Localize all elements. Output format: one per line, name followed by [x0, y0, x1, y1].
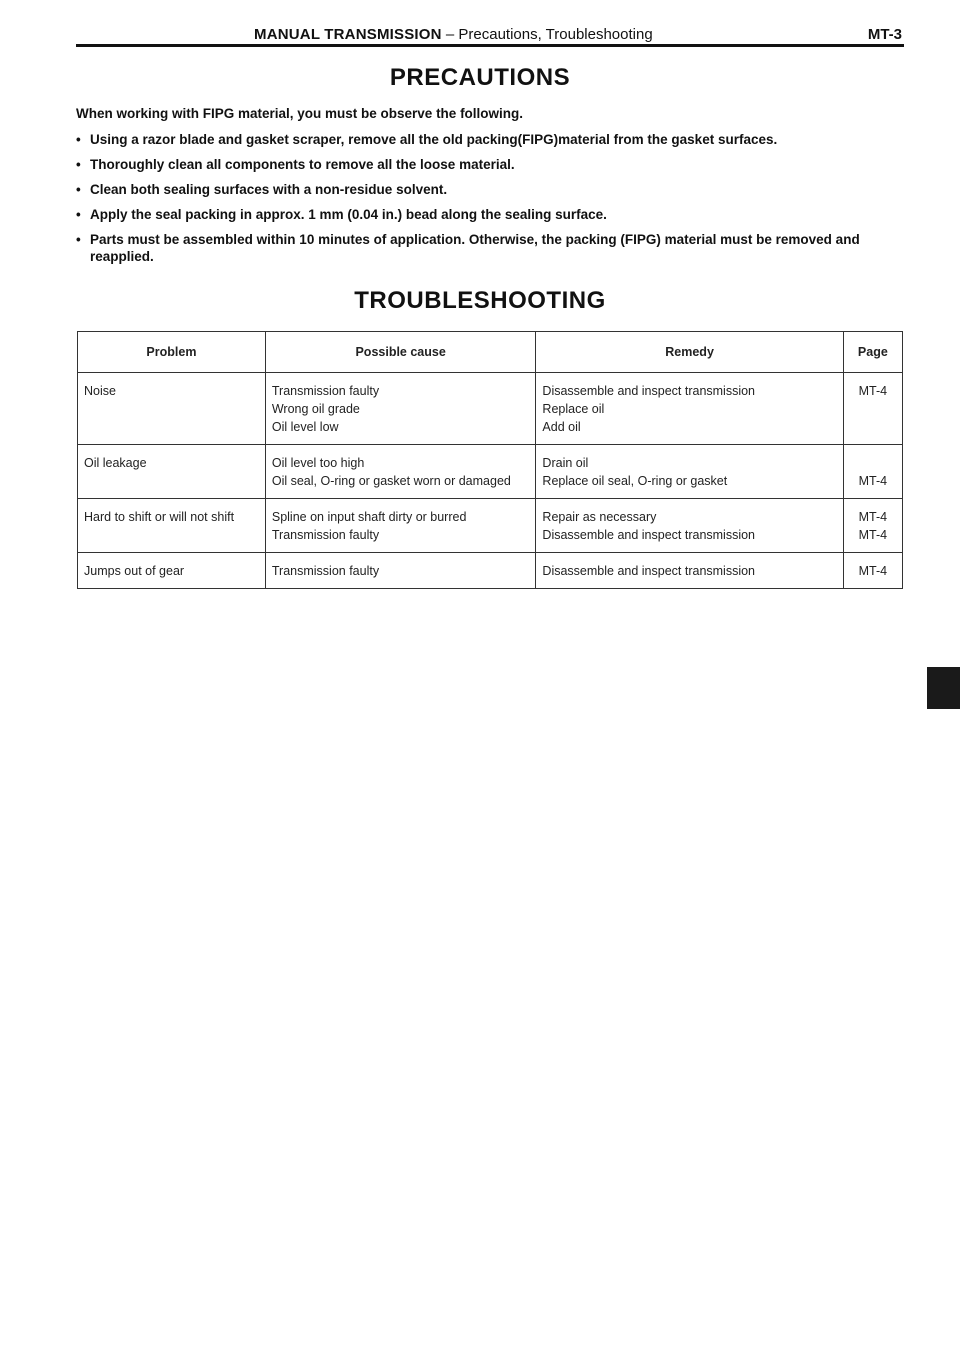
header-dash: –	[441, 26, 459, 43]
page-cell	[843, 553, 902, 589]
precautions-list	[76, 131, 916, 273]
problem-cell	[78, 553, 266, 589]
precaution-item	[76, 181, 916, 198]
bullet-icon: •	[76, 157, 81, 172]
cause-text: Spline on input shaft dirty or burred	[271, 510, 467, 524]
precaution-item	[76, 156, 916, 173]
table-header-row	[78, 332, 903, 373]
remedy-cell	[536, 373, 843, 445]
cause-cell	[265, 445, 536, 499]
column-header-problem: Problem	[78, 332, 266, 373]
remedy-text: Add oil	[542, 420, 581, 434]
remedy-text: Drain oil	[542, 456, 589, 470]
section-tab-marker	[927, 667, 960, 709]
page-ref: MT-4	[858, 510, 888, 524]
table-row	[78, 499, 903, 553]
cause-text: Transmission faulty	[271, 564, 380, 578]
cause-text: Oil level low	[271, 420, 339, 434]
precaution-item	[76, 231, 916, 265]
precaution-text: Clean both sealing surfaces with a non-residue solvent.	[90, 182, 448, 197]
table-row	[78, 373, 903, 445]
bullet-icon: •	[76, 132, 81, 147]
remedy-text: Disassemble and inspect transmission	[542, 528, 756, 542]
remedy-text: Replace oil seal, O-ring or gasket	[542, 474, 728, 488]
bullet-icon: •	[76, 232, 81, 247]
remedy-cell	[536, 445, 843, 499]
problem-cell	[78, 373, 266, 445]
problem-text: Jumps out of gear	[84, 564, 185, 578]
cause-cell	[265, 499, 536, 553]
page-header	[76, 22, 904, 47]
remedy-text: Repair as necessary	[542, 510, 657, 524]
table-row	[78, 553, 903, 589]
precaution-item	[76, 131, 916, 148]
bullet-icon: •	[76, 207, 81, 222]
header-page-number: MT-3	[867, 26, 902, 43]
problem-cell	[78, 445, 266, 499]
problem-cell	[78, 499, 266, 553]
column-header-possible-cause: Possible cause	[265, 332, 536, 373]
header-title	[254, 26, 653, 43]
remedy-cell	[536, 499, 843, 553]
troubleshooting-table	[77, 331, 903, 589]
cause-cell	[265, 553, 536, 589]
precaution-text: Using a razor blade and gasket scraper, remove all the old packing(FIPG)material from the gasket surfaces.	[90, 132, 778, 147]
remedy-text: Disassemble and inspect transmission	[542, 384, 756, 398]
cause-text: Oil level too high	[271, 456, 365, 470]
bullet-icon: •	[76, 182, 81, 197]
column-header-page: Page	[843, 332, 902, 373]
header-section: MANUAL TRANSMISSION	[254, 26, 442, 43]
remedy-cell	[536, 553, 843, 589]
remedy-text: Replace oil	[542, 402, 605, 416]
page-ref: MT-4	[858, 384, 888, 398]
problem-text: Hard to shift or will not shift	[84, 510, 235, 524]
precautions-heading: PRECAUTIONS	[389, 64, 571, 91]
cause-text: Wrong oil grade	[271, 402, 360, 416]
cause-text: Transmission faulty	[271, 528, 380, 542]
cause-cell	[265, 373, 536, 445]
cause-text: Transmission faulty	[271, 384, 380, 398]
precaution-text: Thoroughly clean all components to remove all the loose material.	[90, 157, 515, 172]
page-ref	[850, 454, 896, 472]
cause-text: Oil seal, O-ring or gasket worn or damaged	[271, 474, 511, 488]
problem-text: Noise	[84, 384, 116, 398]
page-ref: MT-4	[858, 528, 888, 542]
page-cell	[843, 373, 902, 445]
page-cell	[843, 499, 902, 553]
precautions-intro: When working with FIPG material, you must be observe the following.	[76, 106, 524, 121]
remedy-text: Disassemble and inspect transmission	[542, 564, 756, 578]
precaution-item	[76, 206, 916, 223]
troubleshooting-heading: TROUBLESHOOTING	[354, 287, 606, 314]
precaution-text: Parts must be assembled within 10 minutes of application. Otherwise, the packing (FIPG) material must be removed and reapplied.	[90, 232, 860, 264]
column-header-remedy: Remedy	[536, 332, 843, 373]
precaution-text: Apply the seal packing in approx. 1 mm (0.04 in.) bead along the sealing surface.	[90, 207, 607, 222]
page-ref: MT-4	[858, 474, 888, 488]
page-cell	[843, 445, 902, 499]
problem-text: Oil leakage	[84, 456, 147, 470]
page-ref: MT-4	[858, 564, 888, 578]
header-subsection: Precautions, Troubleshooting	[458, 26, 653, 43]
table-row	[78, 445, 903, 499]
